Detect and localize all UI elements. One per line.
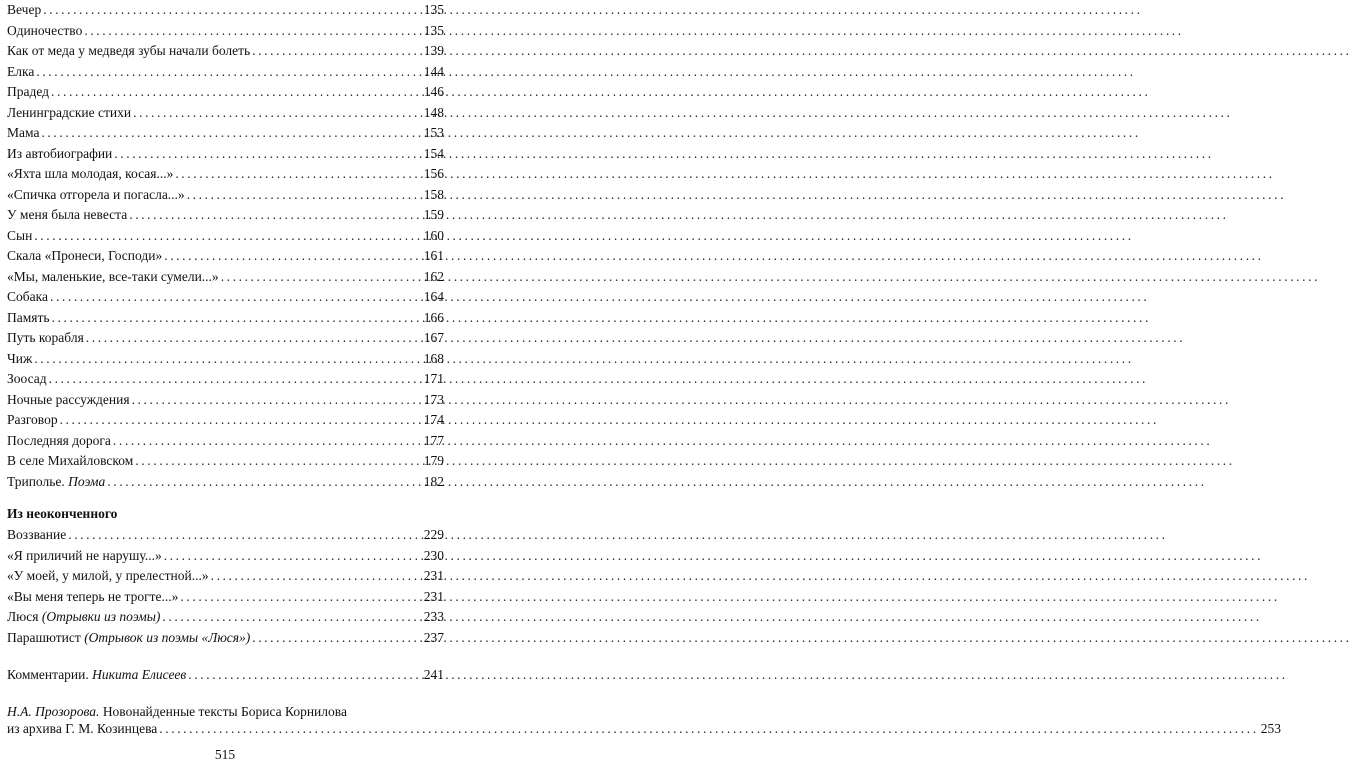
entry-page: 159	[423, 207, 444, 222]
entry-page: 179	[423, 453, 444, 468]
toc-entry	[7, 226, 444, 247]
toc-entry	[7, 246, 444, 267]
entry-title: Мама	[7, 125, 40, 140]
entry-page: 144	[423, 63, 444, 79]
leader-dots	[84, 21, 421, 42]
leader-dots	[159, 720, 1258, 737]
toc-entry	[7, 390, 444, 411]
table-of-contents	[7, 0, 1281, 737]
entry-title: В селе Михайловском	[7, 453, 134, 468]
toc-entry	[7, 451, 444, 472]
entry-page: 233	[423, 609, 444, 624]
entry-page: 237	[423, 629, 444, 645]
entry-author: Н.А. Прозорова.	[7, 703, 100, 719]
toc-unfinished-list	[7, 525, 444, 648]
leader-dots	[135, 451, 421, 472]
entry-title: Собака	[7, 289, 48, 304]
leader-dots	[114, 144, 421, 165]
toc-entry-final	[7, 703, 1281, 737]
section-heading: Из неоконченного	[7, 506, 118, 521]
entry-title: «Вы меня теперь не трогте...»	[7, 588, 179, 604]
entry-title: Память	[7, 309, 50, 325]
leader-dots	[187, 185, 422, 206]
leader-dots	[164, 246, 422, 267]
toc-entry	[7, 62, 444, 83]
entry-title: Люся (Отрывки из поэмы)	[7, 609, 161, 624]
leader-dots	[133, 103, 422, 124]
entry-page: 253	[1260, 720, 1281, 736]
entry-title: Чиж	[7, 350, 33, 366]
entry-title: Разговор	[7, 412, 58, 427]
entry-page: 166	[423, 309, 444, 325]
entry-title: Триполье. Поэма	[7, 473, 106, 489]
leader-dots	[132, 390, 422, 411]
leader-dots	[107, 472, 421, 493]
toc-entry	[7, 267, 444, 288]
leader-dots	[113, 431, 422, 452]
toc-entry	[7, 431, 444, 452]
entry-title: Прадед	[7, 84, 50, 99]
entry-title: Одиночество	[7, 22, 83, 38]
entry-page: 135	[423, 22, 444, 38]
toc-entry	[7, 546, 444, 567]
entry-title: Комментарии. Никита Елисеев	[7, 667, 187, 682]
entry-page: 153	[423, 125, 444, 140]
entry-title: «Я приличий не нарушу...»	[7, 547, 162, 563]
leader-dots	[49, 369, 422, 390]
entry-page: 177	[423, 432, 444, 448]
leader-dots	[162, 607, 421, 628]
toc-entry	[7, 525, 444, 546]
toc-entry	[7, 185, 444, 206]
leader-dots	[221, 267, 422, 288]
entry-page: 156	[423, 166, 444, 181]
entry-title: Воззвание	[7, 527, 67, 542]
toc-entry-commentary	[7, 665, 444, 686]
leader-dots	[36, 62, 421, 83]
leader-dots	[188, 665, 421, 686]
leader-dots	[43, 0, 422, 21]
entry-page: 139	[423, 43, 444, 58]
entry-page: 168	[423, 350, 444, 366]
entry-title: Ленинградские стихи	[7, 104, 132, 120]
leader-dots	[252, 41, 422, 62]
entry-page: 231	[423, 568, 444, 583]
entry-title: Последняя дорога	[7, 432, 111, 448]
entry-page: 160	[423, 227, 444, 243]
leader-dots	[68, 525, 422, 546]
leader-dots	[52, 308, 422, 329]
leader-dots	[34, 349, 421, 370]
entry-title: Путь корабля	[7, 330, 84, 345]
entry-page: 158	[423, 186, 444, 202]
toc-entry	[7, 205, 444, 226]
leader-dots	[34, 226, 421, 247]
entry-page: 154	[423, 145, 444, 161]
toc-entry	[7, 410, 444, 431]
entry-title: Сын	[7, 227, 33, 243]
entry-page: 135	[423, 2, 444, 17]
leader-dots	[180, 587, 421, 608]
toc-entry	[7, 369, 444, 390]
toc-entry	[7, 566, 444, 587]
leader-dots	[252, 628, 422, 649]
entry-page: 167	[423, 330, 444, 345]
entry-page: 148	[423, 104, 444, 120]
leader-dots	[86, 328, 422, 349]
entry-title: Парашютист (Отрывок из поэмы «Люся»)	[7, 629, 251, 645]
toc-entry	[7, 103, 444, 124]
leader-dots	[164, 546, 422, 567]
entry-page: 173	[423, 391, 444, 407]
entry-title: Ночные рассуждения	[7, 391, 130, 407]
entry-title: «Яхта шла молодая, косая...»	[7, 166, 174, 181]
entry-title: Как от меда у медведя зубы начали болеть	[7, 43, 251, 58]
entry-title: «У моей, у милой, у прелестной...»	[7, 568, 209, 583]
entry-page: 230	[423, 547, 444, 563]
toc-entry	[7, 41, 444, 62]
toc-entry	[7, 164, 444, 185]
toc-entry	[7, 628, 444, 649]
toc-entry	[7, 123, 444, 144]
toc-entry	[7, 21, 444, 42]
entry-title: Зоосад	[7, 371, 47, 386]
entry-page: 174	[423, 412, 444, 427]
entry-title: «Мы, маленькие, все-таки сумели...»	[7, 268, 219, 284]
leader-dots	[41, 123, 421, 144]
toc-entry	[7, 144, 444, 165]
toc-entry	[7, 328, 444, 349]
toc-entry	[7, 607, 444, 628]
leader-dots	[129, 205, 422, 226]
entry-page: 161	[423, 248, 444, 263]
toc-entry	[7, 472, 444, 493]
entry-page: 229	[423, 527, 444, 542]
entry-title: Скала «Пронеси, Господи»	[7, 248, 163, 263]
entry-page: 231	[423, 588, 444, 604]
leader-dots	[175, 164, 421, 185]
toc-entry	[7, 308, 444, 329]
entry-page: 164	[423, 289, 444, 304]
entry-title: Из автобиографии	[7, 145, 113, 161]
toc-entry	[7, 587, 444, 608]
entry-page: 146	[423, 84, 444, 99]
toc-entry	[7, 287, 444, 308]
toc-main-list	[7, 0, 444, 492]
leader-dots	[211, 566, 422, 587]
entry-page: 241	[423, 667, 444, 682]
entry-title: Елка	[7, 63, 35, 79]
entry-title: Н.А. Прозорова. Новонайденные тексты Бориса Корнилова из архива Г. М. Козинцева ..... 253	[7, 703, 1281, 737]
toc-entry	[7, 349, 444, 370]
entry-page: 182	[423, 473, 444, 489]
page-number: 515	[214, 747, 236, 762]
entry-title: Вечер	[7, 2, 42, 17]
toc-entry	[7, 0, 444, 21]
leader-dots	[60, 410, 422, 431]
toc-entry	[7, 82, 444, 103]
entry-title: У меня была невеста	[7, 207, 128, 222]
entry-page: 171	[423, 371, 444, 386]
entry-title: «Спичка отгорела и погасла...»	[7, 186, 185, 202]
leader-dots	[50, 287, 422, 308]
entry-page: 162	[423, 268, 444, 284]
leader-dots	[51, 82, 422, 103]
